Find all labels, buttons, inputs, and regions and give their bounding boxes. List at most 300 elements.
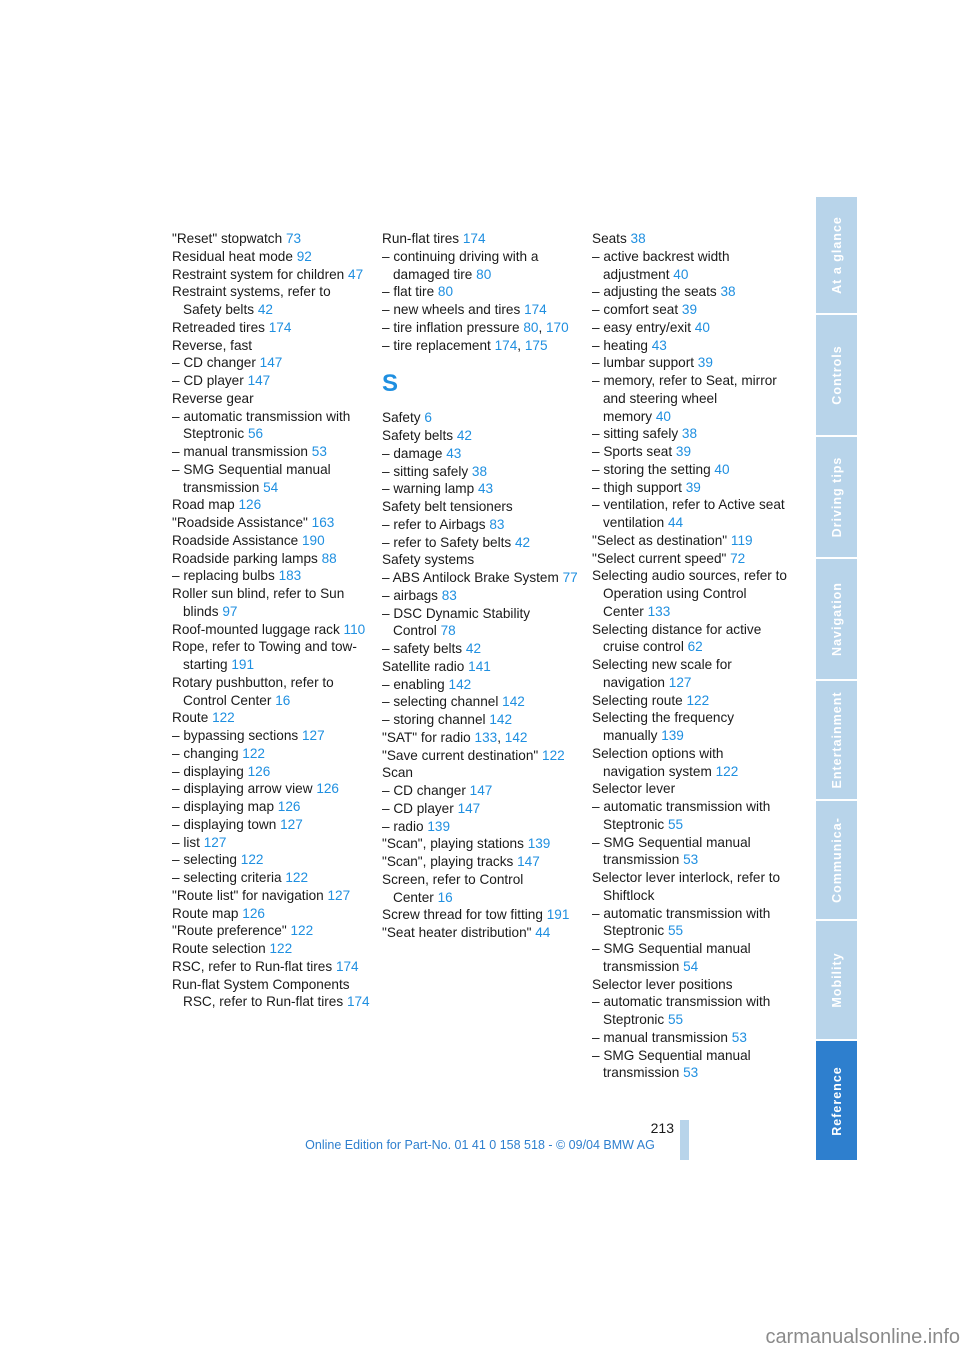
section-heading: S: [382, 370, 399, 398]
tab-label: Entertainment: [829, 691, 844, 789]
index-entry: [172, 780, 372, 798]
index-entry: [382, 587, 582, 605]
index-entry: [382, 658, 582, 676]
entry-text: Safety: [382, 410, 421, 426]
page-link[interactable]: 44: [535, 925, 551, 940]
index-entry: [592, 869, 788, 905]
index-entry: [172, 585, 372, 621]
entry-text: – CD changer: [382, 783, 466, 798]
index-entry: [382, 853, 582, 871]
page-link[interactable]: 54: [683, 958, 699, 974]
index-entry: [172, 940, 372, 958]
page-link[interactable]: 97: [222, 603, 238, 619]
page-link[interactable]: 53: [731, 1029, 747, 1045]
index-entry: [382, 283, 582, 301]
index-entry: [382, 569, 582, 587]
entry-text: "Scan", playing stations: [382, 836, 524, 852]
index-entry: [172, 408, 372, 444]
index-entry: [172, 372, 372, 390]
entry-text: – bypassing sections: [172, 728, 299, 743]
page-link[interactable]: 38: [471, 463, 488, 479]
page-link[interactable]: 53: [683, 852, 699, 868]
entry-text: – CD player: [382, 800, 454, 816]
index-entry: [382, 498, 582, 516]
entry-text: "Route list" for navigation: [172, 887, 324, 903]
page-link[interactable]: 72: [730, 550, 746, 566]
index-entry: [172, 390, 372, 408]
page-link[interactable]: 122: [715, 763, 739, 779]
entry-text: – displaying: [172, 763, 244, 779]
entry-text: – automatic transmission with Steptronic: [172, 408, 351, 442]
page-link[interactable]: 133: [647, 603, 671, 619]
entry-text: "Save current destination": [382, 747, 539, 763]
entry-text: – replacing bulbs: [172, 568, 275, 584]
page-link[interactable]: 174: [462, 231, 486, 246]
index-entry: [172, 834, 372, 852]
tab-label: Communica-: [829, 817, 844, 903]
page-link[interactable]: 42: [465, 641, 482, 656]
index-entry: [382, 764, 582, 782]
index-entry: [592, 780, 788, 798]
entry-text: – tire inflation pressure: [382, 319, 520, 335]
entry-text: – displaying arrow view: [172, 781, 313, 797]
page-link[interactable]: 142: [489, 712, 513, 727]
page-link[interactable]: 147: [247, 373, 271, 388]
index-entry: [382, 747, 582, 765]
entry-text: Seats: [592, 231, 627, 246]
page-link[interactable]: 40: [673, 266, 689, 282]
entry-text: – memory, refer to Seat, mirror and steering wheel memory: [592, 373, 777, 424]
entry-text: Route: [172, 710, 209, 726]
index-entry: [172, 621, 372, 639]
index-entry: [592, 550, 788, 568]
entry-text: "Roadside Assistance": [172, 515, 308, 530]
page-link[interactable]: 191: [546, 907, 570, 923]
index-entry: [172, 709, 372, 727]
index-entry: [382, 534, 582, 552]
page-link[interactable]: 163: [311, 515, 335, 530]
entry-text: Run-flat System Components RSC, refer to Run-flat tires: [172, 976, 350, 1010]
index-entry: [382, 230, 582, 248]
index-entry: [382, 337, 582, 355]
page-link[interactable]: 43: [477, 481, 494, 497]
entry-text: Residual heat mode: [172, 248, 293, 264]
index-entry: [382, 301, 582, 319]
page-link[interactable]: 110: [343, 621, 366, 637]
page-link[interactable]: 16: [437, 889, 453, 905]
index-entry: [592, 283, 788, 301]
index-entry: [592, 656, 788, 692]
page-link[interactable]: 127: [203, 834, 227, 850]
index-entry: [172, 727, 372, 745]
index-entry: [592, 692, 788, 710]
entry-text: – list: [172, 834, 200, 850]
entry-text: Scan: [382, 765, 413, 781]
page-link[interactable]: 92: [296, 248, 312, 264]
entry-text: Reverse gear: [172, 390, 254, 406]
entry-text: – refer to Airbags: [382, 516, 486, 532]
entry-text: Selecting distance for active cruise control: [592, 621, 762, 655]
index-entry: [382, 924, 582, 942]
entry-text: "SAT" for radio: [382, 729, 471, 745]
page-link[interactable]: 147: [517, 854, 540, 869]
index-entry: [592, 567, 788, 620]
page-link[interactable]: 126: [316, 781, 339, 797]
index-entry: [592, 745, 788, 781]
index-entry: [592, 976, 788, 994]
index-entry: [172, 798, 372, 816]
entry-text: "Scan", playing tracks: [382, 854, 514, 869]
page-link[interactable]: 42: [456, 428, 472, 443]
page-link[interactable]: 80: [476, 266, 492, 282]
entry-text: – automatic transmission with Steptronic: [592, 799, 771, 832]
entry-text: "Seat heater distribution": [382, 925, 532, 940]
entry-text: – CD player: [172, 373, 244, 388]
page-link[interactable]: 39: [675, 444, 692, 459]
entry-text: Retreaded tires: [172, 319, 265, 335]
entry-text: – comfort seat: [592, 302, 679, 317]
tab-label: Reference: [829, 1065, 844, 1136]
entry-text: Satellite radio: [382, 658, 465, 674]
page-link[interactable]: 191: [231, 657, 255, 672]
page-link[interactable]: 127: [668, 674, 692, 690]
page-link[interactable]: 139: [527, 836, 551, 852]
index-entry: [382, 800, 582, 818]
index-entry: [172, 905, 372, 923]
index-entry: [382, 906, 582, 924]
entry-text: – Sports seat: [592, 444, 673, 459]
page-link[interactable]: 43: [446, 445, 462, 461]
entry-text: Selector lever positions: [592, 976, 733, 992]
page-link[interactable]: 43: [651, 337, 667, 353]
entry-text: – thigh support: [592, 479, 682, 495]
entry-text: Run-flat tires: [382, 231, 460, 246]
index-entry: [172, 869, 372, 887]
page-link[interactable]: 40: [694, 319, 710, 335]
page-link[interactable]: 16: [275, 692, 291, 708]
index-entry: [382, 835, 582, 853]
index-entry: [592, 461, 788, 479]
index-entry: [382, 445, 582, 463]
entry-text: Roadside Assistance: [172, 532, 299, 548]
page-separator: ,: [497, 729, 505, 745]
page-link[interactable]: 139: [427, 818, 451, 834]
index-entry: [382, 409, 582, 427]
entry-text: Roof-mounted luggage rack: [172, 621, 340, 637]
index-entry: [592, 1047, 788, 1083]
tab-entertainment[interactable]: [816, 681, 857, 799]
index-entry: [172, 496, 372, 514]
index-entry: [592, 425, 788, 443]
tab-driving-tips[interactable]: [816, 437, 857, 557]
entry-text: Restraint systems, refer to Safety belts: [172, 284, 331, 317]
index-entry: [592, 798, 788, 834]
entry-text: Road map: [172, 497, 235, 513]
page-link[interactable]: 122: [285, 870, 309, 885]
entry-text: Selector lever: [592, 781, 676, 797]
entry-text: – enabling: [382, 676, 445, 692]
entry-text: – SMG Sequential manual transmission: [172, 461, 331, 495]
watermark: carmanualsonline.info: [765, 1326, 960, 1348]
page-link[interactable]: 174: [494, 337, 518, 353]
index-entry: [382, 782, 582, 800]
entry-text: – displaying map: [172, 799, 275, 814]
index-entry: [592, 319, 788, 337]
entry-text: Restraint system for children: [172, 266, 345, 282]
tab-mobility[interactable]: [816, 921, 857, 1039]
entry-text: Roller sun blind, refer to Sun blinds: [172, 586, 345, 619]
entry-text: Roadside parking lamps: [172, 550, 318, 566]
index-entry: [172, 745, 372, 763]
page-link[interactable]: 122: [686, 692, 710, 708]
tab-controls[interactable]: [816, 315, 857, 435]
index-entry: [172, 567, 372, 585]
entry-text: – adjusting the seats: [592, 284, 717, 300]
page-link[interactable]: 170: [546, 319, 569, 335]
index-entry: [592, 496, 788, 532]
tab-label: Driving tips: [829, 456, 844, 538]
index-entry: [382, 516, 582, 534]
entry-text: – sitting safely: [382, 463, 469, 479]
index-entry: [172, 851, 372, 869]
index-entry: [382, 605, 582, 641]
entry-text: Selection options with navigation system: [592, 745, 724, 779]
page-link[interactable]: 47: [348, 266, 364, 282]
index-entry: [592, 834, 788, 870]
index-entry: [382, 871, 582, 907]
entry-text: – manual transmission: [592, 1029, 728, 1045]
entry-text: "Select as destination": [592, 532, 728, 548]
index-entry: [172, 638, 372, 674]
entry-text: – safety belts: [382, 641, 463, 656]
index-entry: [382, 480, 582, 498]
page-link[interactable]: 142: [502, 694, 525, 710]
entry-text: – radio: [382, 818, 424, 834]
tab-communica[interactable]: [816, 801, 857, 919]
index-entry: [172, 266, 372, 284]
index-entry: [592, 709, 788, 745]
entry-text: Selecting route: [592, 692, 683, 708]
index-entry: [382, 463, 582, 481]
index-entry: [172, 887, 372, 905]
page-link[interactable]: 56: [248, 426, 264, 442]
entry-text: – automatic transmission with Steptronic: [592, 905, 771, 939]
page-link[interactable]: 122: [290, 923, 314, 939]
entry-text: – heating: [592, 337, 648, 353]
entry-text: – selecting criteria: [172, 870, 282, 885]
entry-text: – airbags: [382, 587, 438, 603]
entry-text: Selecting new scale for navigation: [592, 657, 732, 690]
entry-text: – storing channel: [382, 712, 486, 727]
index-entry: [592, 993, 788, 1029]
page-link[interactable]: 39: [697, 355, 713, 371]
entry-text: – automatic transmission with Steptronic: [592, 994, 771, 1027]
index-entry: [592, 248, 788, 284]
entry-text: "Select current speed": [592, 550, 727, 566]
entry-text: – tire replacement: [382, 337, 491, 353]
index-entry: [382, 676, 582, 694]
page-link[interactable]: 55: [668, 923, 684, 939]
page-link[interactable]: 83: [441, 587, 457, 603]
page-link[interactable]: 42: [257, 302, 273, 317]
page-link[interactable]: 147: [259, 355, 283, 371]
page-link[interactable]: 39: [685, 479, 701, 495]
index-entry: [172, 922, 372, 940]
entry-text: Rotary pushbutton, refer to Control Center: [172, 674, 334, 708]
page-link[interactable]: 127: [301, 728, 325, 743]
index-entry: [172, 816, 372, 834]
page-link[interactable]: 54: [263, 479, 279, 495]
entry-text: Safety belt tensioners: [382, 499, 513, 514]
page-link[interactable]: 133: [474, 729, 498, 745]
tab-label: At a glance: [829, 216, 844, 294]
index-entry: [172, 337, 372, 355]
index-entry: [592, 940, 788, 976]
page-link[interactable]: 38: [630, 231, 646, 246]
page-link[interactable]: 142: [504, 729, 528, 745]
page-link[interactable]: 122: [269, 941, 293, 956]
entry-text: – DSC Dynamic Stability Control: [382, 605, 531, 639]
page-link[interactable]: 127: [280, 816, 303, 832]
page-link[interactable]: 175: [524, 337, 548, 353]
index-column-2: [382, 230, 582, 942]
entry-text: – CD changer: [172, 355, 256, 371]
index-entry: [592, 354, 788, 372]
entry-text: – warning lamp: [382, 481, 475, 497]
index-entry: [172, 550, 372, 568]
entry-text: – selecting channel: [382, 694, 499, 710]
index-entry: [382, 640, 582, 658]
index-entry: [172, 248, 372, 266]
page-link[interactable]: 78: [440, 623, 456, 639]
index-entry: [172, 319, 372, 337]
index-column-1: [172, 230, 372, 1011]
page-separator: ,: [517, 337, 525, 353]
page-link[interactable]: 83: [489, 516, 505, 532]
index-entry: [172, 976, 372, 1012]
page-link[interactable]: 39: [681, 302, 698, 317]
page-link[interactable]: 38: [681, 426, 698, 442]
tab-navigation[interactable]: [816, 559, 857, 679]
page-link[interactable]: 53: [683, 1065, 699, 1081]
entry-text: – ABS Antilock Brake System: [382, 570, 559, 585]
entry-text: – lumbar support: [592, 355, 695, 371]
entry-text: – easy entry/exit: [592, 319, 691, 335]
entry-text: Reverse, fast: [172, 337, 253, 353]
page-link[interactable]: 119: [730, 532, 753, 548]
page-link[interactable]: 6: [424, 410, 432, 426]
entry-text: Safety belts: [382, 428, 454, 443]
page-link[interactable]: 53: [311, 444, 327, 459]
footer-text: Online Edition for Part-No. 01 41 0 158 518 - © 09/04 BMW AG: [305, 1138, 655, 1152]
page-link[interactable]: 80: [523, 319, 539, 335]
entry-text: Screw thread for tow fitting: [382, 907, 543, 923]
index-entry: [592, 905, 788, 941]
page-link[interactable]: 55: [668, 1012, 684, 1027]
page-link[interactable]: 142: [448, 676, 472, 692]
page-link[interactable]: 40: [655, 408, 671, 424]
entry-text: – flat tire: [382, 284, 435, 300]
entry-text: Route map: [172, 905, 239, 921]
entry-text: RSC, refer to Run-flat tires: [172, 958, 333, 974]
page-link[interactable]: 183: [278, 568, 302, 584]
index-entry: [592, 479, 788, 497]
entry-text: – refer to Safety belts: [382, 534, 512, 550]
tab-label: Navigation: [829, 582, 844, 656]
page-link[interactable]: 122: [212, 710, 235, 726]
page-link[interactable]: 62: [687, 639, 703, 655]
index-entry: [382, 729, 582, 747]
index-entry: [592, 301, 788, 319]
page-link[interactable]: 174: [346, 994, 370, 1010]
index-entry: [592, 230, 788, 248]
page-link[interactable]: 127: [327, 887, 351, 903]
tab-at-a-glance[interactable]: [816, 197, 857, 313]
index-entry: [382, 551, 582, 569]
entry-text: – displaying town: [172, 816, 277, 832]
entry-text: – changing: [172, 745, 239, 761]
page-link[interactable]: 141: [468, 658, 491, 674]
page-link[interactable]: 122: [240, 852, 264, 868]
tab-label: Controls: [829, 345, 844, 405]
page-link[interactable]: 38: [720, 284, 736, 300]
index-entry: [172, 230, 372, 248]
entry-text: – SMG Sequential manual transmission: [592, 1047, 751, 1081]
entry-text: – selecting: [172, 852, 237, 868]
page-link[interactable]: 40: [714, 461, 730, 477]
page-link[interactable]: 126: [242, 905, 265, 921]
page-link[interactable]: 42: [515, 534, 531, 550]
tab-label: Mobility: [829, 952, 844, 1008]
page-link[interactable]: 139: [661, 728, 684, 743]
section-tabs: [816, 197, 857, 1160]
index-entry: [172, 283, 372, 319]
index-column-3: [592, 230, 788, 1082]
page-link[interactable]: 80: [437, 284, 454, 300]
entry-text: Selecting audio sources, refer to Operation using Control Center: [592, 568, 787, 619]
index-entry: [592, 372, 788, 425]
entry-text: – active backrest width adjustment: [592, 248, 730, 282]
entry-text: – ventilation, refer to Active seat ventilation: [592, 497, 785, 530]
page-link[interactable]: 126: [247, 763, 271, 779]
page-link[interactable]: 147: [457, 800, 481, 816]
page-link[interactable]: 147: [469, 783, 493, 798]
index-entry: [592, 1029, 788, 1047]
page-link[interactable]: 122: [242, 745, 265, 761]
entry-text: "Reset" stopwatch: [172, 231, 283, 246]
page-link[interactable]: 88: [321, 550, 337, 566]
page-link[interactable]: 73: [285, 231, 302, 246]
page-link[interactable]: 122: [542, 747, 565, 763]
entry-text: – storing the setting: [592, 461, 711, 477]
page-link[interactable]: 174: [268, 319, 292, 335]
index-entry: [172, 532, 372, 550]
page-link[interactable]: 77: [562, 570, 578, 585]
page-link[interactable]: 190: [301, 532, 325, 548]
entry-text: – sitting safely: [592, 426, 679, 442]
entry-text: Safety systems: [382, 552, 475, 568]
page-link[interactable]: 174: [335, 958, 359, 974]
index-entry: [592, 443, 788, 461]
entry-text: "Route preference": [172, 923, 287, 939]
page-link[interactable]: 55: [668, 816, 684, 832]
entry-text: – damage: [382, 445, 443, 461]
page-link[interactable]: 174: [524, 302, 547, 317]
entry-text: Selecting the frequency manually: [592, 710, 735, 743]
page-link[interactable]: 126: [238, 497, 262, 513]
page-link[interactable]: 126: [277, 799, 301, 814]
page-link[interactable]: 44: [668, 515, 684, 530]
